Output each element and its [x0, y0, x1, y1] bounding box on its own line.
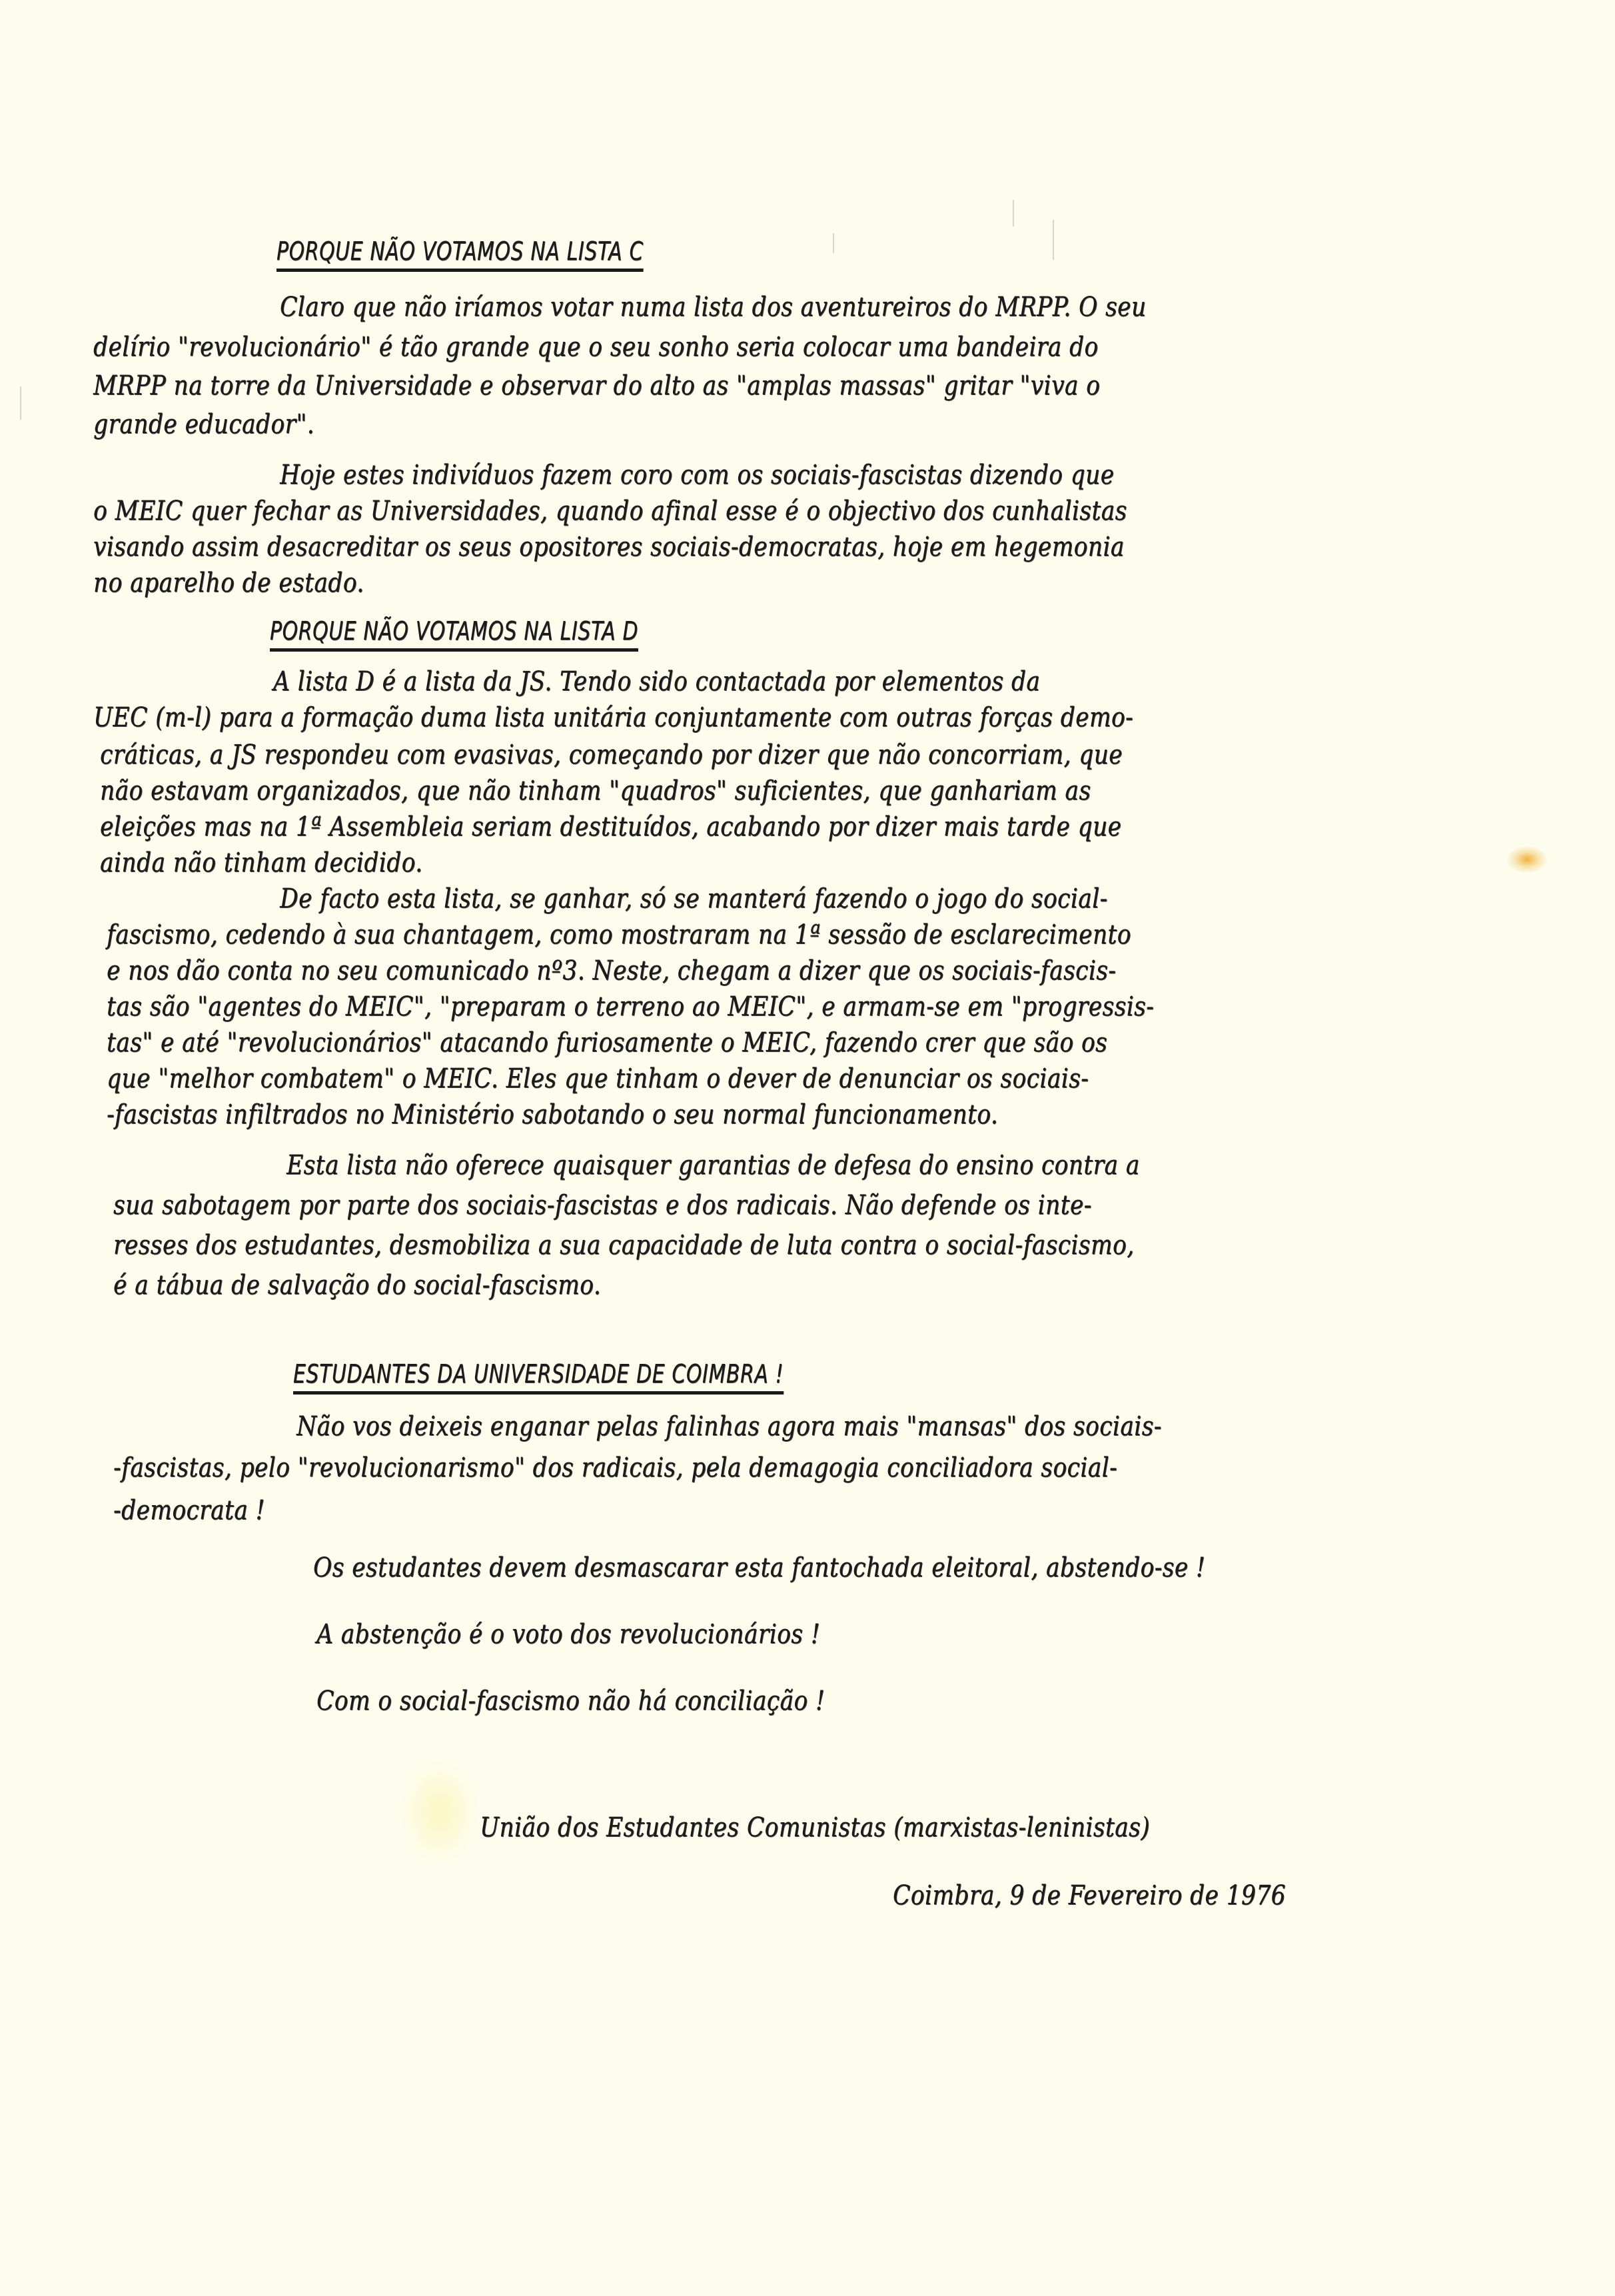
section-heading-lista-c: PORQUE NÃO VOTAMOS NA LISTA C: [276, 237, 644, 272]
text-line: eleições mas na 1ª Assembleia seriam destituídos, acabando por dizer mais tarde que: [100, 812, 1122, 842]
text-line: resses dos estudantes, desmobiliza a sua capacidade de luta contra o social-fascismo,: [113, 1230, 1135, 1261]
text-line: o MEIC quer fechar as Universidades, quando afinal esse é o objectivo dos cunhalistas: [93, 496, 1127, 526]
text-line: delírio "revolucionário" é tão grande que o seu sonho seria colocar uma bandeira do: [93, 332, 1099, 362]
slogan-line: Com o social-fascismo não há conciliação !: [316, 1686, 825, 1716]
text-line: De facto esta lista, se ganhar, só se manterá fazendo o jogo do social-: [280, 883, 1108, 914]
scan-speck: [833, 233, 834, 253]
slogan-line: Os estudantes devem desmascarar esta fantochada eleitoral, abstendo-se !: [313, 1552, 1206, 1583]
place-date: Coimbra, 9 de Fevereiro de 1976: [893, 1880, 1286, 1911]
text-line: fascismo, cedendo à sua chantagem, como mostraram na 1ª sessão de esclarecimento: [107, 919, 1131, 950]
text-line: é a tábua de salvação do social-fascismo.: [113, 1270, 602, 1301]
text-line: no aparelho de estado.: [93, 568, 364, 598]
section-heading-lista-d: PORQUE NÃO VOTAMOS NA LISTA D: [270, 616, 638, 652]
text-line: -fascistas, pelo "revolucionarismo" dos radicais, pela demagogia conciliadora social-: [113, 1452, 1118, 1483]
text-line: e nos dão conta no seu comunicado nº3. Neste, chegam a dizer que os sociais-fascis-: [107, 955, 1117, 986]
text-line: -fascistas infiltrados no Ministério sabotando o seu normal funcionamento.: [107, 1099, 999, 1130]
text-line: ainda não tinham decidido.: [100, 848, 423, 878]
text-line: Hoje estes indivíduos fazem coro com os sociais-fascistas dizendo que: [280, 460, 1115, 490]
text-line: Não vos deixeis enganar pelas falinhas agora mais "mansas" dos sociais-: [296, 1411, 1162, 1442]
text-line: visando assim desacreditar os seus opositores sociais-democratas, hoje em hegemonia: [93, 532, 1125, 562]
text-line: não estavam organizados, que não tinham "quadros" suficientes, que ganhariam as: [100, 776, 1091, 806]
text-line: UEC (m-l) para a formação duma lista unitária conjuntamente com outras forças demo-: [93, 702, 1134, 733]
text-line: Esta lista não oferece quaisquer garantias de defesa do ensino contra a: [286, 1150, 1140, 1181]
text-line: sua sabotagem por parte dos sociais-fascistas e dos radicais. Não defende os inte-: [113, 1190, 1092, 1221]
rust-stain: [1507, 846, 1547, 873]
slogan-line: A abstenção é o voto dos revolucionários !: [316, 1619, 820, 1650]
text-line: cráticas, a JS respondeu com evasivas, começando por dizer que não concorriam, que: [100, 740, 1123, 770]
text-line: grande educador".: [93, 409, 315, 440]
text-line: MRPP na torre da Universidade e observar do alto as "amplas massas" gritar "viva o: [93, 370, 1101, 401]
signature: União dos Estudantes Comunistas (marxistas-leninistas): [480, 1812, 1150, 1843]
text-line: tas" e até "revolucionários" atacando furiosamente o MEIC, fazendo crer que são os: [107, 1027, 1108, 1058]
scan-speck: [1013, 200, 1014, 227]
scan-speck: [1053, 220, 1054, 260]
paper-discoloration: [400, 1759, 480, 1866]
text-line: -democrata !: [113, 1495, 265, 1526]
text-line: tas são "agentes do MEIC", "preparam o terreno ao MEIC", e armam-se em "progressis-: [107, 991, 1155, 1022]
text-line: A lista D é a lista da JS. Tendo sido contactada por elementos da: [273, 666, 1041, 697]
scan-speck: [20, 386, 21, 420]
text-line: Claro que não iríamos votar numa lista dos aventureiros do MRPP. O seu: [280, 292, 1147, 322]
section-heading-estudantes: ESTUDANTES DA UNIVERSIDADE DE COIMBRA !: [293, 1359, 784, 1395]
text-line: que "melhor combatem" o MEIC. Eles que tinham o dever de denunciar os sociais-: [107, 1063, 1089, 1094]
